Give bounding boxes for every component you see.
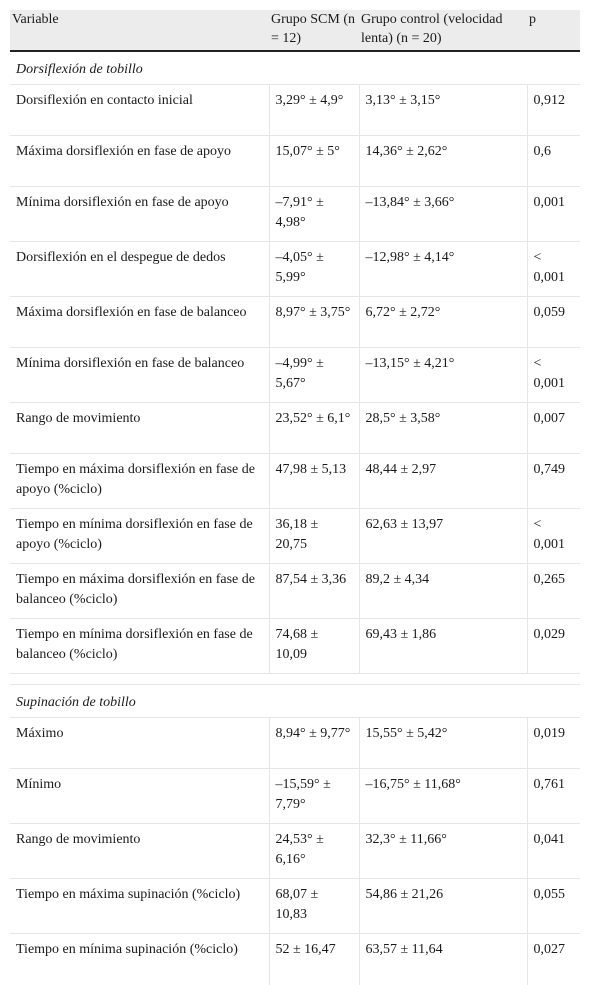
cell-p-value: 0,912 bbox=[527, 85, 580, 136]
cell-control-value: –12,98° ± 4,14° bbox=[359, 242, 527, 297]
cell-scm-value: 36,18 ± 20,75 bbox=[269, 509, 359, 564]
cell-control-value: 48,44 ± 2,97 bbox=[359, 454, 527, 509]
cell-variable: Máximo bbox=[10, 718, 269, 769]
cell-p-value: < 0,001 bbox=[527, 242, 580, 297]
header-scm-group: Grupo SCM (n = 12) bbox=[269, 10, 359, 51]
table-row bbox=[10, 297, 580, 348]
cell-control-value: –13,15° ± 4,21° bbox=[359, 348, 527, 403]
cell-variable: Mínima dorsiflexión en fase de apoyo bbox=[10, 187, 269, 242]
cell-control-value: 89,2 ± 4,34 bbox=[359, 564, 527, 619]
cell-variable: Tiempo en mínima dorsiflexión en fase de balanceo (%ciclo) bbox=[10, 619, 269, 674]
spacer-cell bbox=[10, 674, 580, 685]
cell-variable: Tiempo en mínima dorsiflexión en fase de apoyo (%ciclo) bbox=[10, 509, 269, 564]
cell-scm-value: 8,97° ± 3,75° bbox=[269, 297, 359, 348]
cell-control-value: 14,36° ± 2,62° bbox=[359, 136, 527, 187]
table-row bbox=[10, 769, 580, 824]
cell-p-value: < 0,001 bbox=[527, 348, 580, 403]
table-row bbox=[10, 824, 580, 879]
header-control-group: Grupo control (velocidad lenta) (n = 20) bbox=[359, 10, 527, 51]
cell-variable: Tiempo en mínima supinación (%ciclo) bbox=[10, 934, 269, 985]
cell-control-value: 63,57 ± 11,64 bbox=[359, 934, 527, 985]
cell-variable: Tiempo en máxima supinación (%ciclo) bbox=[10, 879, 269, 934]
cell-variable: Rango de movimiento bbox=[10, 824, 269, 879]
table-row bbox=[10, 136, 580, 187]
section-title-row bbox=[10, 51, 580, 85]
section-title: Supinación de tobillo bbox=[10, 685, 580, 718]
cell-scm-value: 74,68 ± 10,09 bbox=[269, 619, 359, 674]
results-table-container bbox=[10, 10, 580, 985]
cell-variable: Mínima dorsiflexión en fase de balanceo bbox=[10, 348, 269, 403]
cell-scm-value: 24,53° ± 6,16° bbox=[269, 824, 359, 879]
table-row bbox=[10, 242, 580, 297]
table-body bbox=[10, 51, 580, 985]
cell-p-value: 0,6 bbox=[527, 136, 580, 187]
table-row bbox=[10, 619, 580, 674]
cell-p-value: 0,019 bbox=[527, 718, 580, 769]
cell-scm-value: –7,91° ± 4,98° bbox=[269, 187, 359, 242]
cell-p-value: 0,265 bbox=[527, 564, 580, 619]
cell-scm-value: 23,52° ± 6,1° bbox=[269, 403, 359, 454]
results-table bbox=[10, 10, 580, 985]
cell-p-value: 0,761 bbox=[527, 769, 580, 824]
cell-variable: Tiempo en máxima dorsiflexión en fase de apoyo (%ciclo) bbox=[10, 454, 269, 509]
cell-p-value: 0,055 bbox=[527, 879, 580, 934]
cell-scm-value: 15,07° ± 5° bbox=[269, 136, 359, 187]
cell-p-value: 0,749 bbox=[527, 454, 580, 509]
cell-scm-value: 3,29° ± 4,9° bbox=[269, 85, 359, 136]
header-row bbox=[10, 10, 580, 51]
section-title: Dorsiflexión de tobillo bbox=[10, 51, 580, 85]
cell-control-value: –13,84° ± 3,66° bbox=[359, 187, 527, 242]
table-row bbox=[10, 718, 580, 769]
cell-p-value: 0,029 bbox=[527, 619, 580, 674]
cell-control-value: 62,63 ± 13,97 bbox=[359, 509, 527, 564]
cell-p-value: 0,001 bbox=[527, 187, 580, 242]
cell-scm-value: 68,07 ± 10,83 bbox=[269, 879, 359, 934]
cell-p-value: 0,059 bbox=[527, 297, 580, 348]
cell-scm-value: –15,59° ± 7,79° bbox=[269, 769, 359, 824]
table-header bbox=[10, 10, 580, 51]
cell-scm-value: 52 ± 16,47 bbox=[269, 934, 359, 985]
table-row bbox=[10, 187, 580, 242]
section-title-row bbox=[10, 685, 580, 718]
cell-p-value: 0,041 bbox=[527, 824, 580, 879]
table-row bbox=[10, 403, 580, 454]
section-spacer bbox=[10, 674, 580, 685]
cell-variable: Mínimo bbox=[10, 769, 269, 824]
cell-p-value: < 0,001 bbox=[527, 509, 580, 564]
cell-control-value: 3,13° ± 3,15° bbox=[359, 85, 527, 136]
table-row bbox=[10, 85, 580, 136]
cell-variable: Dorsiflexión en el despegue de dedos bbox=[10, 242, 269, 297]
cell-variable: Tiempo en máxima dorsiflexión en fase de balanceo (%ciclo) bbox=[10, 564, 269, 619]
cell-control-value: 69,43 ± 1,86 bbox=[359, 619, 527, 674]
cell-control-value: 54,86 ± 21,26 bbox=[359, 879, 527, 934]
table-row bbox=[10, 934, 580, 985]
cell-control-value: –16,75° ± 11,68° bbox=[359, 769, 527, 824]
cell-scm-value: –4,99° ± 5,67° bbox=[269, 348, 359, 403]
cell-variable: Dorsiflexión en contacto inicial bbox=[10, 85, 269, 136]
header-p-value: p bbox=[527, 10, 580, 51]
table-row bbox=[10, 509, 580, 564]
cell-p-value: 0,027 bbox=[527, 934, 580, 985]
cell-control-value: 32,3° ± 11,66° bbox=[359, 824, 527, 879]
cell-variable: Rango de movimiento bbox=[10, 403, 269, 454]
table-row bbox=[10, 564, 580, 619]
cell-p-value: 0,007 bbox=[527, 403, 580, 454]
table-row bbox=[10, 348, 580, 403]
cell-variable: Máxima dorsiflexión en fase de apoyo bbox=[10, 136, 269, 187]
cell-scm-value: 8,94° ± 9,77° bbox=[269, 718, 359, 769]
cell-control-value: 15,55° ± 5,42° bbox=[359, 718, 527, 769]
cell-variable: Máxima dorsiflexión en fase de balanceo bbox=[10, 297, 269, 348]
table-row bbox=[10, 454, 580, 509]
table-row bbox=[10, 879, 580, 934]
cell-control-value: 6,72° ± 2,72° bbox=[359, 297, 527, 348]
header-variable: Variable bbox=[10, 10, 269, 51]
cell-control-value: 28,5° ± 3,58° bbox=[359, 403, 527, 454]
cell-scm-value: 87,54 ± 3,36 bbox=[269, 564, 359, 619]
cell-scm-value: 47,98 ± 5,13 bbox=[269, 454, 359, 509]
cell-scm-value: –4,05° ± 5,99° bbox=[269, 242, 359, 297]
